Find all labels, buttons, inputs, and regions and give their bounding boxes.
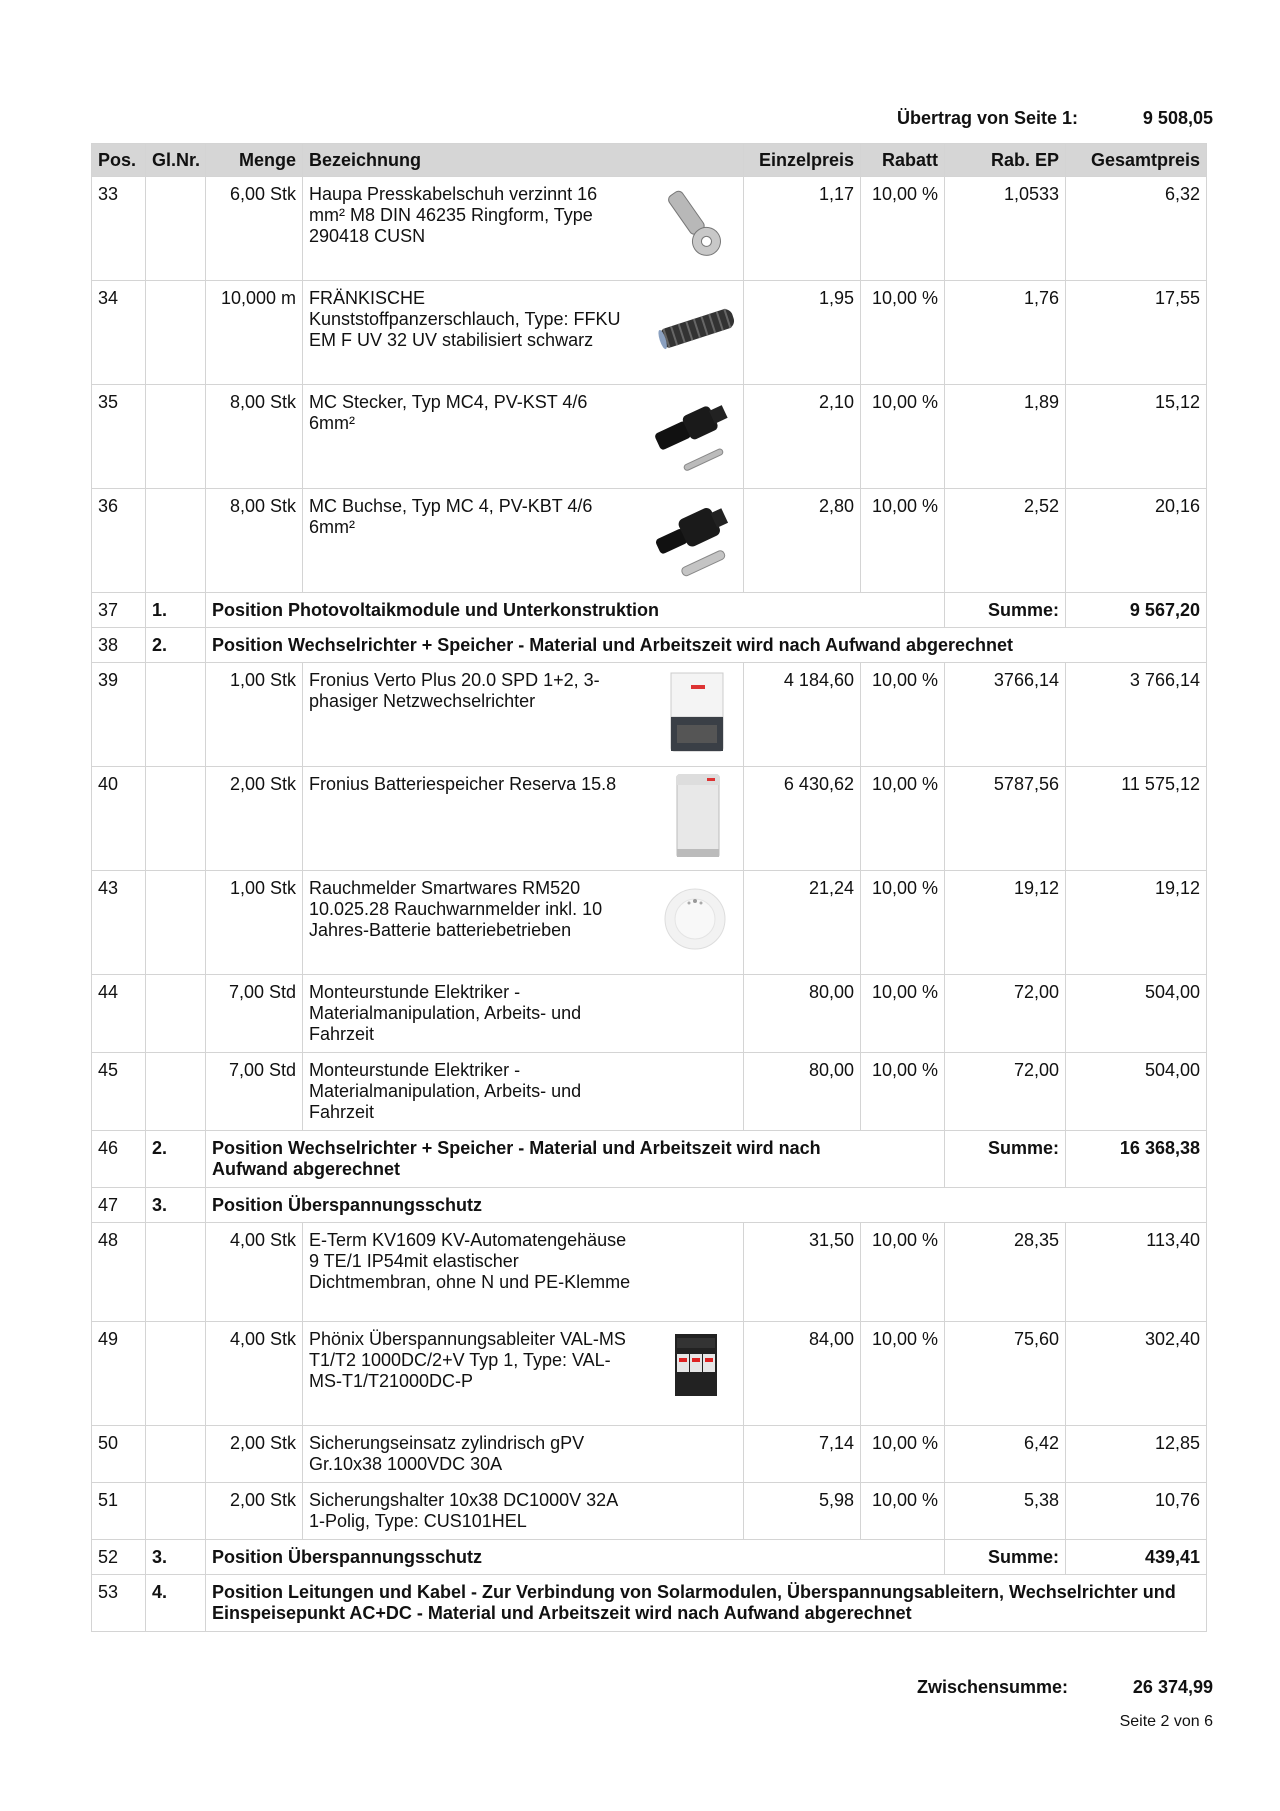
sum-value: 9 567,20: [1066, 593, 1207, 628]
summary-row: [92, 593, 1207, 628]
pos-cell: 53: [92, 1575, 146, 1632]
section-title: Position Leitungen und Kabel - Zur Verbindung von Solarmodulen, Überspannungsableitern, Wechselrichter und Einspeisepunkt AC+DC - Material und Arbeitszeit wird nach Aufwand abgerechnet: [206, 1575, 1207, 1632]
pos-cell: 33: [92, 177, 146, 281]
table-row: [92, 871, 1207, 975]
einzelpreis-cell: 2,10: [744, 385, 861, 489]
gl-cell: [146, 1322, 206, 1426]
rab-ep-cell: 3766,14: [945, 663, 1066, 767]
bezeichnung-cell: [303, 1322, 744, 1426]
pos-cell: 34: [92, 281, 146, 385]
gl-cell: [146, 975, 206, 1053]
gl-cell: 2.: [146, 1131, 206, 1188]
col-einzelpreis: Einzelpreis: [744, 144, 861, 177]
surge-arrester-icon: [653, 1328, 737, 1412]
menge-cell: 1,00 Stk: [206, 871, 303, 975]
conduit-icon: [653, 287, 737, 371]
rabatt-cell: 10,00 %: [861, 1322, 945, 1426]
item-description: E-Term KV1609 KV-Automatengehäuse 9 TE/1 IP54mit elastischer Dichtmembran, ohne N und PE-Klemme: [309, 1230, 631, 1292]
menge-cell: 6,00 Stk: [206, 177, 303, 281]
carry-over-value: 9 508,05: [1142, 108, 1213, 128]
gl-cell: [146, 767, 206, 871]
pos-cell: 51: [92, 1483, 146, 1540]
item-description: Fronius Batteriespeicher Reserva 15.8: [309, 774, 617, 794]
table-row: [92, 1426, 1207, 1483]
rabatt-cell: 10,00 %: [861, 385, 945, 489]
pos-cell: 52: [92, 1540, 146, 1575]
rab-ep-cell: 1,89: [945, 385, 1066, 489]
menge-cell: 2,00 Stk: [206, 1483, 303, 1540]
table-row: [92, 767, 1207, 871]
pos-cell: 35: [92, 385, 146, 489]
rab-ep-cell: 5,38: [945, 1483, 1066, 1540]
rab-ep-cell: 19,12: [945, 871, 1066, 975]
einzelpreis-cell: 84,00: [744, 1322, 861, 1426]
table-header: [92, 144, 1207, 177]
gl-cell: 1.: [146, 593, 206, 628]
gl-cell: [146, 385, 206, 489]
smoke-detector-icon: [653, 877, 737, 961]
table-row: [92, 1223, 1207, 1322]
einzelpreis-cell: 31,50: [744, 1223, 861, 1322]
gesamtpreis-cell: 10,76: [1066, 1483, 1207, 1540]
gesamtpreis-cell: 15,12: [1066, 385, 1207, 489]
einzelpreis-cell: 2,80: [744, 489, 861, 593]
col-bezeichnung: Bezeichnung: [303, 144, 744, 177]
gl-cell: [146, 281, 206, 385]
bezeichnung-cell: [303, 177, 744, 281]
menge-cell: 8,00 Stk: [206, 489, 303, 593]
pos-cell: 49: [92, 1322, 146, 1426]
table-row: [92, 177, 1207, 281]
item-description: MC Stecker, Typ MC4, PV-KST 4/6 6mm²: [309, 392, 588, 433]
gl-cell: 4.: [146, 1575, 206, 1632]
col-rab-ep: Rab. EP: [945, 144, 1066, 177]
bezeichnung-cell: [303, 871, 744, 975]
summary-row: [92, 1540, 1207, 1575]
section-row: [92, 1188, 1207, 1223]
pos-cell: 43: [92, 871, 146, 975]
section-title: Position Photovoltaikmodule und Unterkonstruktion: [206, 593, 945, 628]
col-gl: Gl.Nr.: [146, 144, 206, 177]
gesamtpreis-cell: 3 766,14: [1066, 663, 1207, 767]
pos-cell: 47: [92, 1188, 146, 1223]
item-description: Sicherungshalter 10x38 DC1000V 32A 1-Polig, Type: CUS101HEL: [309, 1490, 618, 1531]
table-row: [92, 1322, 1207, 1426]
rabatt-cell: 10,00 %: [861, 975, 945, 1053]
bezeichnung-cell: [303, 975, 744, 1053]
gl-cell: [146, 871, 206, 975]
sum-value: 439,41: [1066, 1540, 1207, 1575]
gl-cell: [146, 1483, 206, 1540]
gesamtpreis-cell: 302,40: [1066, 1322, 1207, 1426]
table-row: [92, 281, 1207, 385]
rabatt-cell: 10,00 %: [861, 767, 945, 871]
table-row: [92, 975, 1207, 1053]
gl-cell: 2.: [146, 628, 206, 663]
gl-cell: [146, 1223, 206, 1322]
bezeichnung-cell: [303, 385, 744, 489]
subtotal-value: 26 374,99: [1132, 1677, 1213, 1697]
bezeichnung-cell: [303, 1223, 744, 1322]
gesamtpreis-cell: 11 575,12: [1066, 767, 1207, 871]
gesamtpreis-cell: 19,12: [1066, 871, 1207, 975]
battery-storage-icon: [653, 773, 737, 857]
item-description: Monteurstunde Elektriker - Materialmanipulation, Arbeits- und Fahrzeit: [309, 1060, 582, 1122]
section-title: Position Wechselrichter + Speicher - Material und Arbeitszeit wird nach Aufwand abgerechnet: [206, 1131, 945, 1188]
table-row: [92, 663, 1207, 767]
pos-cell: 48: [92, 1223, 146, 1322]
item-description: FRÄNKISCHE Kunststoffpanzerschlauch, Type: FFKU EM F UV 32 UV stabilisiert schwarz: [309, 288, 621, 350]
einzelpreis-cell: 1,17: [744, 177, 861, 281]
item-description: Rauchmelder Smartwares RM520 10.025.28 Rauchwarnmelder inkl. 10 Jahres-Batterie batteriebetrieben: [309, 878, 603, 940]
bezeichnung-cell: [303, 1053, 744, 1131]
menge-cell: 2,00 Stk: [206, 1426, 303, 1483]
pos-cell: 45: [92, 1053, 146, 1131]
einzelpreis-cell: 7,14: [744, 1426, 861, 1483]
pos-cell: 44: [92, 975, 146, 1053]
bezeichnung-cell: [303, 489, 744, 593]
sum-value: 16 368,38: [1066, 1131, 1207, 1188]
pos-cell: 40: [92, 767, 146, 871]
rabatt-cell: 10,00 %: [861, 1053, 945, 1131]
cable-lug-icon: [653, 183, 737, 267]
einzelpreis-cell: 80,00: [744, 975, 861, 1053]
rab-ep-cell: 72,00: [945, 1053, 1066, 1131]
gesamtpreis-cell: 504,00: [1066, 975, 1207, 1053]
page-number: Seite 2 von 6: [1119, 1713, 1213, 1730]
sum-label: Summe:: [945, 593, 1066, 628]
rabatt-cell: 10,00 %: [861, 871, 945, 975]
item-description: MC Buchse, Typ MC 4, PV-KBT 4/6 6mm²: [309, 496, 593, 537]
bezeichnung-cell: [303, 1426, 744, 1483]
gesamtpreis-cell: 20,16: [1066, 489, 1207, 593]
gesamtpreis-cell: 17,55: [1066, 281, 1207, 385]
rab-ep-cell: 6,42: [945, 1426, 1066, 1483]
bezeichnung-cell: [303, 1483, 744, 1540]
pos-cell: 50: [92, 1426, 146, 1483]
gl-cell: [146, 663, 206, 767]
col-gesamtpreis: Gesamtpreis: [1066, 144, 1207, 177]
mc4-socket-icon: [653, 495, 737, 579]
gl-cell: [146, 1053, 206, 1131]
menge-cell: 1,00 Stk: [206, 663, 303, 767]
einzelpreis-cell: 5,98: [744, 1483, 861, 1540]
pos-cell: 38: [92, 628, 146, 663]
section-row: [92, 628, 1207, 663]
subtotal-line: [0, 1677, 1280, 1703]
rab-ep-cell: 1,0533: [945, 177, 1066, 281]
menge-cell: 7,00 Std: [206, 1053, 303, 1131]
section-title: Position Überspannungsschutz: [206, 1540, 945, 1575]
section-title: Position Überspannungsschutz: [206, 1188, 1207, 1223]
rab-ep-cell: 2,52: [945, 489, 1066, 593]
bezeichnung-cell: [303, 663, 744, 767]
items-table: [91, 143, 1207, 1632]
rabatt-cell: 10,00 %: [861, 1483, 945, 1540]
carry-over-line: [0, 108, 1280, 134]
gl-cell: 3.: [146, 1540, 206, 1575]
gl-cell: [146, 177, 206, 281]
pos-cell: 46: [92, 1131, 146, 1188]
rab-ep-cell: 75,60: [945, 1322, 1066, 1426]
table-row: [92, 489, 1207, 593]
menge-cell: 10,000 m: [206, 281, 303, 385]
item-description: Sicherungseinsatz zylindrisch gPV Gr.10x38 1000VDC 30A: [309, 1433, 585, 1474]
rab-ep-cell: 72,00: [945, 975, 1066, 1053]
einzelpreis-cell: 21,24: [744, 871, 861, 975]
mc4-connector-icon: [653, 391, 737, 475]
menge-cell: 4,00 Stk: [206, 1322, 303, 1426]
rab-ep-cell: 28,35: [945, 1223, 1066, 1322]
col-pos: Pos.: [92, 144, 146, 177]
item-description: Phönix Überspannungsableiter VAL-MS T1/T2 1000DC/2+V Typ 1, Type: VAL-MS-T1/T21000DC-P: [309, 1329, 626, 1391]
col-menge: Menge: [206, 144, 303, 177]
einzelpreis-cell: 1,95: [744, 281, 861, 385]
pos-cell: 39: [92, 663, 146, 767]
carry-over-label: Übertrag von Seite 1:: [896, 108, 1078, 128]
item-description: Monteurstunde Elektriker - Materialmanipulation, Arbeits- und Fahrzeit: [309, 982, 582, 1044]
inverter-icon: [653, 669, 737, 753]
gesamtpreis-cell: 113,40: [1066, 1223, 1207, 1322]
menge-cell: 4,00 Stk: [206, 1223, 303, 1322]
gl-cell: [146, 1426, 206, 1483]
rabatt-cell: 10,00 %: [861, 663, 945, 767]
table-row: [92, 1053, 1207, 1131]
pos-cell: 37: [92, 593, 146, 628]
einzelpreis-cell: 6 430,62: [744, 767, 861, 871]
section-title: Position Wechselrichter + Speicher - Material und Arbeitszeit wird nach Aufwand abgerechnet: [206, 628, 1207, 663]
gl-cell: 3.: [146, 1188, 206, 1223]
sum-label: Summe:: [945, 1540, 1066, 1575]
rabatt-cell: 10,00 %: [861, 489, 945, 593]
rabatt-cell: 10,00 %: [861, 177, 945, 281]
subtotal-label: Zwischensumme:: [916, 1677, 1068, 1697]
rabatt-cell: 10,00 %: [861, 281, 945, 385]
bezeichnung-cell: [303, 767, 744, 871]
gl-cell: [146, 489, 206, 593]
menge-cell: 7,00 Std: [206, 975, 303, 1053]
einzelpreis-cell: 80,00: [744, 1053, 861, 1131]
rab-ep-cell: 5787,56: [945, 767, 1066, 871]
gesamtpreis-cell: 504,00: [1066, 1053, 1207, 1131]
summary-row: [92, 1131, 1207, 1188]
table-row: [92, 385, 1207, 489]
einzelpreis-cell: 4 184,60: [744, 663, 861, 767]
rabatt-cell: 10,00 %: [861, 1426, 945, 1483]
table-row: [92, 1483, 1207, 1540]
pos-cell: 36: [92, 489, 146, 593]
bezeichnung-cell: [303, 281, 744, 385]
col-rabatt: Rabatt: [861, 144, 945, 177]
rabatt-cell: 10,00 %: [861, 1223, 945, 1322]
item-description: Haupa Presskabelschuh verzinnt 16 mm² M8 DIN 46235 Ringform, Type 290418 CUSN: [309, 184, 598, 246]
section-row: [92, 1575, 1207, 1632]
sum-label: Summe:: [945, 1131, 1066, 1188]
menge-cell: 8,00 Stk: [206, 385, 303, 489]
rab-ep-cell: 1,76: [945, 281, 1066, 385]
menge-cell: 2,00 Stk: [206, 767, 303, 871]
gesamtpreis-cell: 12,85: [1066, 1426, 1207, 1483]
gesamtpreis-cell: 6,32: [1066, 177, 1207, 281]
item-description: Fronius Verto Plus 20.0 SPD 1+2, 3-phasiger Netzwechselrichter: [309, 670, 600, 711]
